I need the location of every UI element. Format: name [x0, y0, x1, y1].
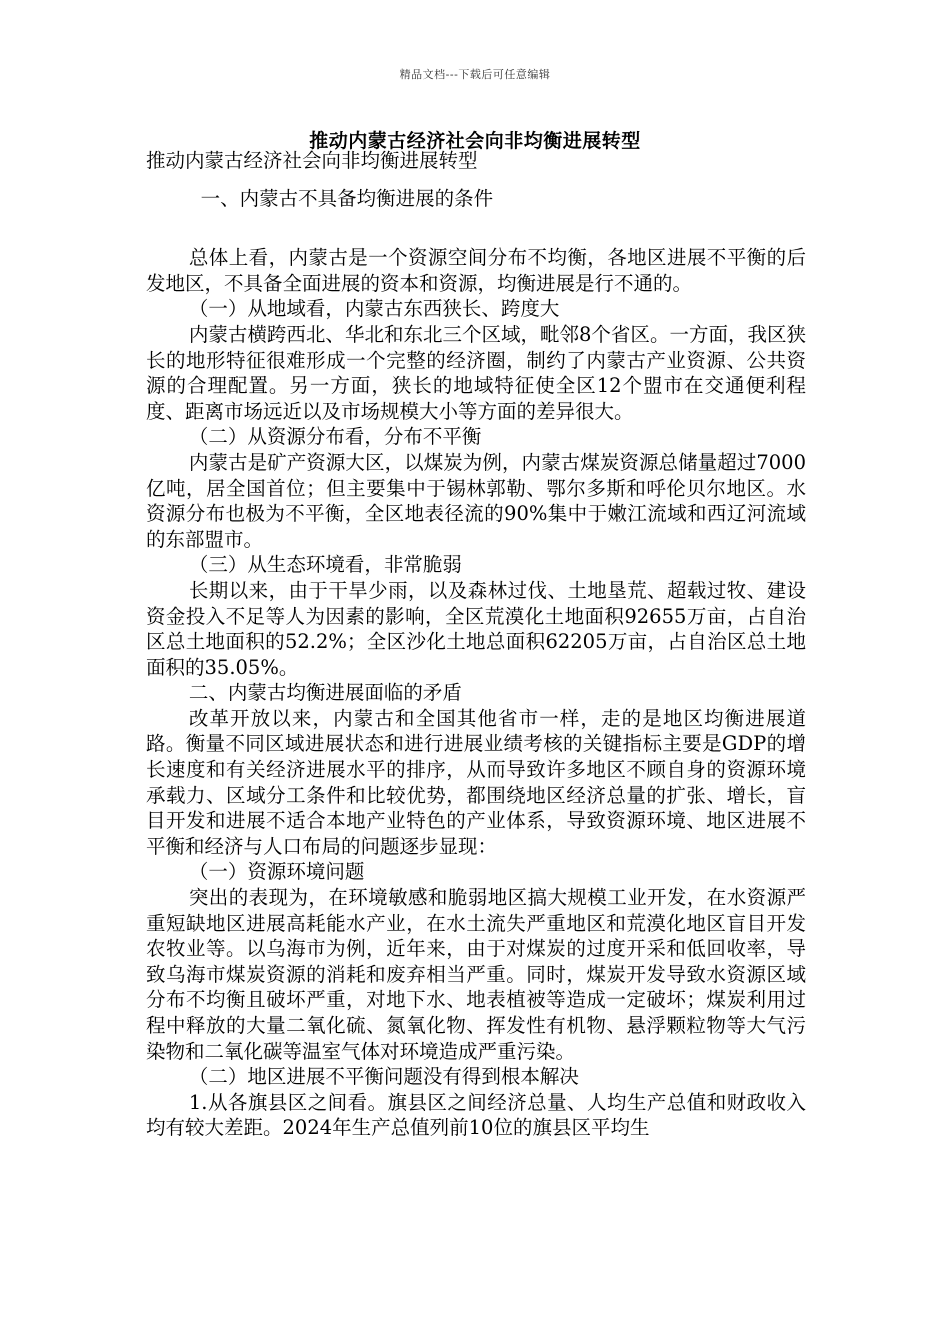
subsection-heading: （三）从生态环境看，非常脆弱 [188, 553, 462, 577]
paragraph: 改革开放以来，内蒙古和全国其他省市一样，走的是地区均衡进展道路。衡量不同区域进展状态和进行进展业绩考核的关键指标主要是GDP的增长速度和有关经济进展水平的排序，从而导致许多地区不顾自身的资源环境承载力、区域分工条件和比较优势，都围绕地区经济总量的扩张、增长，盲目开发和进展不适合本地产业特色的产业体系，导致资源环境、地区进展不平衡和经济与人口布局的问题逐步显现： [146, 706, 806, 858]
paragraph: 长期以来，由于干旱少雨，以及森林过伐、土地垦荒、超载过牧、建设资金投入不足等人为因素的影响，全区荒漠化土地面积92655万亩，占自治区总土地面积的52.2%；全区沙化土地总面积62205万亩，占自治区总土地面积的35.05%。 [146, 578, 806, 679]
document-title: 推动内蒙古经济社会向非均衡进展转型 [309, 130, 641, 152]
header-note: 精品文档---下载后可任意编辑 [399, 68, 551, 81]
section-heading-1: 一、内蒙古不具备均衡进展的条件 [200, 186, 494, 210]
paragraph: 1.从各旗县区之间看。旗县区之间经济总量、人均生产总值和财政收入均有较大差距。2024年生产总值列前10位的旗县区平均生 [146, 1090, 806, 1140]
paragraph: 总体上看，内蒙古是一个资源空间分布不均衡，各地区进展不平衡的后发地区，不具备全面进展的资本和资源，均衡进展是行不通的。 [146, 246, 806, 295]
document-subtitle: 推动内蒙古经济社会向非均衡进展转型 [146, 149, 478, 172]
subsection-heading: （二）地区进展不平衡问题没有得到根本解决 [188, 1065, 579, 1089]
paragraph: 内蒙古是矿产资源大区，以煤炭为例，内蒙古煤炭资源总储量超过7000亿吨，居全国首位；但主要集中于锡林郭勒、鄂尔多斯和呼伦贝尔地区。水资源分布也极为不平衡，全区地表径流的90%集中于嫩江流域和西辽河流域的东部盟市。 [146, 450, 806, 551]
section-heading-2: 二、内蒙古均衡进展面临的矛盾 [188, 681, 462, 705]
document-body [146, 148, 806, 1141]
subsection-heading: （一）从地域看，内蒙古东西狭长、跨度大 [188, 297, 560, 321]
paragraph: 内蒙古横跨西北、华北和东北三个区域，毗邻8个省区。一方面，我区狭长的地形特征很难形成一个完整的经济圈，制约了内蒙古产业资源、公共资源的合理配置。另一方面，狭长的地域特征使全区12个盟市在交通便利程度、距离市场远近以及市场规模大小等方面的差异很大。 [146, 322, 806, 423]
subsection-heading: （一）资源环境问题 [188, 860, 365, 884]
paragraph: 突出的表现为，在环境敏感和脆弱地区搞大规模工业开发，在水资源严重短缺地区进展高耗能水产业，在水土流失严重地区和荒漠化地区盲目开发农牧业等。以乌海市为例，近年来，由于对煤炭的过度开采和低回收率，导致乌海市煤炭资源的消耗和废弃相当严重。同时，煤炭开发导致水资源区域分布不均衡且破坏严重，对地下水、地表植被等造成一定破坏；煤炭利用过程中释放的大量二氧化硫、氮氧化物、挥发性有机物、悬浮颗粒物等大气污染物和二氧化碳等温室气体对环境造成严重污染。 [146, 886, 806, 1063]
subsection-heading: （二）从资源分布看，分布不平衡 [188, 425, 482, 449]
